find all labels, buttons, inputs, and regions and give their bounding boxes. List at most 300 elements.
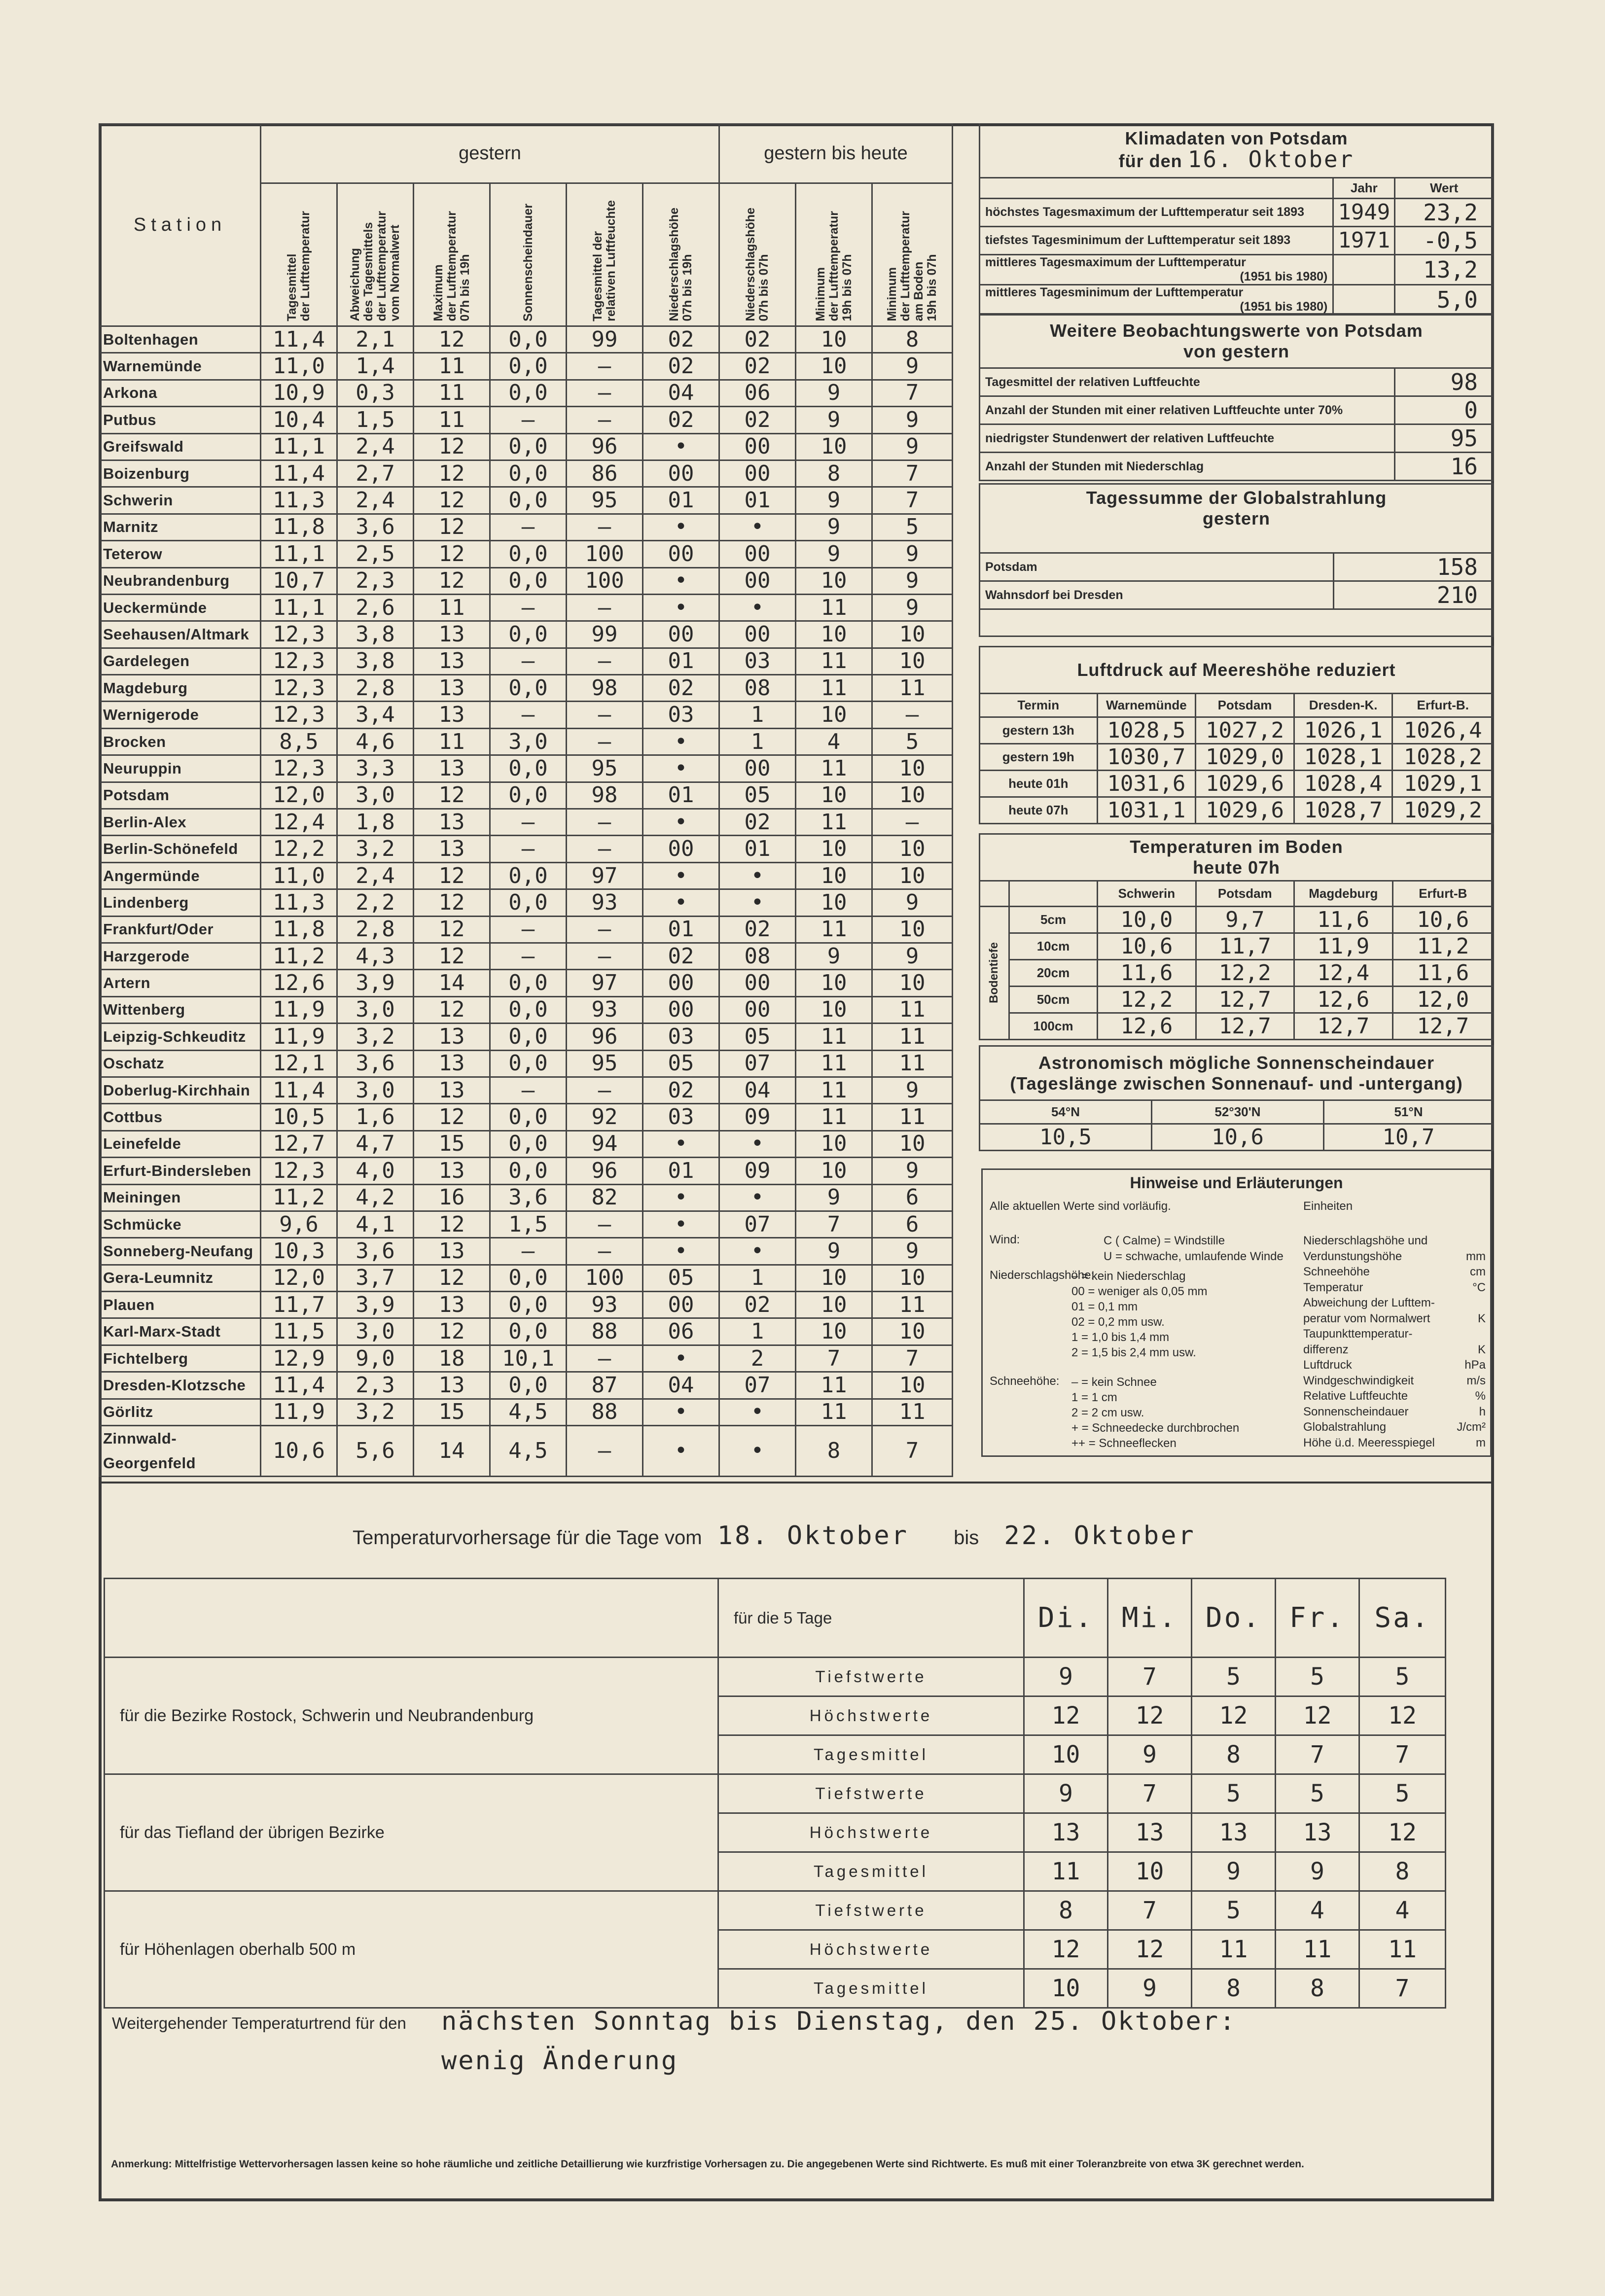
station-value: 3,6 <box>337 1238 414 1265</box>
unit-row <box>1303 1280 1486 1296</box>
station-value: 10 <box>872 648 953 674</box>
station-row <box>100 702 953 728</box>
station-value: 15 <box>414 1130 490 1157</box>
station-value: 12,0 <box>261 782 337 809</box>
station-value: 11 <box>796 675 872 702</box>
forecast-row <box>105 1658 1446 1696</box>
station-value: • <box>643 1184 719 1211</box>
forecast-row <box>105 1891 1446 1930</box>
station-value: 0,0 <box>490 1104 567 1130</box>
station-value: 02 <box>643 943 719 969</box>
station-value: – <box>490 916 567 943</box>
klima-date: 16. Oktober <box>1187 146 1355 173</box>
luftdruck-value: 1026,4 <box>1392 717 1494 744</box>
boden-header: Potsdam <box>1196 881 1294 907</box>
station-row <box>100 916 953 943</box>
station-row <box>100 755 953 782</box>
forecast-value: 9 <box>1108 1969 1192 2008</box>
boden-value: 12,6 <box>1294 987 1392 1013</box>
klima-label <box>980 226 1333 254</box>
unit-name: peratur vom Normalwert <box>1303 1311 1430 1325</box>
station-value: 10 <box>796 567 872 594</box>
forecast-value: 10 <box>1024 1969 1108 2008</box>
station-value: 8 <box>796 1426 872 1477</box>
station-value: 7 <box>872 460 953 487</box>
station-value: 11,9 <box>261 1024 337 1050</box>
station-value: 12,4 <box>261 809 337 836</box>
forecast-kind: Höchstwerte <box>718 1813 1024 1852</box>
station-row <box>100 621 953 648</box>
forecast-value: 4 <box>1276 1891 1359 1930</box>
forecast-value: 11 <box>1359 1930 1446 1969</box>
station-value: 3,8 <box>337 648 414 674</box>
station-value: 10,1 <box>490 1345 567 1372</box>
station-value: 2,8 <box>337 675 414 702</box>
station-row <box>100 514 953 540</box>
station-value: 10 <box>796 970 872 996</box>
station-name: Putbus <box>100 407 261 433</box>
klima-jahr <box>1333 284 1395 315</box>
station-value: 12 <box>414 487 490 514</box>
global-wert: 158 <box>1333 553 1493 581</box>
station-name: Brocken <box>100 728 261 755</box>
station-value: 0,0 <box>490 326 567 353</box>
station-value: 11,0 <box>261 862 337 889</box>
station-value: 11 <box>796 1050 872 1077</box>
weitere-label: Tagesmittel der relativen Luftfeuchte <box>980 368 1395 396</box>
group-header-gestern: gestern <box>261 124 719 183</box>
station-value: 10,3 <box>261 1238 337 1265</box>
station-value: 0,0 <box>490 433 567 460</box>
station-value: 3,8 <box>337 621 414 648</box>
luftdruck-row <box>980 717 1494 744</box>
station-value: 11,7 <box>261 1292 337 1318</box>
global-row <box>980 553 1494 581</box>
sonne-header: 52°30'N <box>1151 1100 1323 1124</box>
unit-symbol: m <box>1476 1436 1486 1449</box>
station-value: 11,1 <box>261 433 337 460</box>
station-value: 10 <box>796 996 872 1023</box>
klima-row <box>980 226 1494 254</box>
forecast-value: 12 <box>1276 1696 1359 1735</box>
station-value: 11 <box>414 728 490 755</box>
station-value: 12 <box>414 567 490 594</box>
station-name: Berlin-Alex <box>100 809 261 836</box>
station-value: 9 <box>796 541 872 567</box>
station-value: 1 <box>719 1265 796 1291</box>
station-value: – <box>490 648 567 674</box>
station-value: 10,4 <box>261 407 337 433</box>
station-value: 2 <box>719 1345 796 1372</box>
station-value: 9 <box>872 541 953 567</box>
station-value: 0,0 <box>490 782 567 809</box>
station-value: 2,4 <box>337 487 414 514</box>
station-row <box>100 728 953 755</box>
station-value: 13 <box>414 621 490 648</box>
forecast-value: 9 <box>1108 1735 1192 1774</box>
station-value: 13 <box>414 1238 490 1265</box>
weitere-title: Weitere Beobachtungswerte von Potsdam <box>1050 320 1423 341</box>
forecast-region: für die Bezirke Rostock, Schwerin und Neubrandenburg <box>105 1658 718 1774</box>
station-value: 10 <box>796 1318 872 1345</box>
boden-value: 10,6 <box>1392 907 1493 933</box>
station-value: 11 <box>414 353 490 380</box>
forecast-value: 5 <box>1192 1774 1276 1813</box>
station-value: 08 <box>719 943 796 969</box>
station-value: 9 <box>796 487 872 514</box>
station-value: 00 <box>643 621 719 648</box>
schnee-line: 2 = 2 cm usw. <box>1071 1406 1144 1419</box>
unit-row <box>1303 1342 1486 1358</box>
klima-label-text: höchstes Tagesmaximum der Lufttemperatur seit 1893 <box>985 205 1304 219</box>
station-value: 5 <box>872 514 953 540</box>
station-value: 10 <box>872 836 953 862</box>
forecast-value: 4 <box>1359 1891 1446 1930</box>
station-value: 0,0 <box>490 755 567 782</box>
station-value: 11,8 <box>261 514 337 540</box>
weitere-label: Anzahl der Stunden mit Niederschlag <box>980 453 1395 481</box>
forecast-value: 8 <box>1192 1969 1276 2008</box>
station-value: 1,5 <box>490 1211 567 1237</box>
forecast-value: 9 <box>1024 1774 1108 1813</box>
station-value: 3,9 <box>337 970 414 996</box>
station-name: Seehausen/Altmark <box>100 621 261 648</box>
niederschlag-line: 1 = 1,0 bis 1,4 mm <box>1071 1331 1170 1344</box>
unit-symbol: hPa <box>1464 1358 1486 1372</box>
station-value: 86 <box>567 460 643 487</box>
station-value: 10 <box>872 1130 953 1157</box>
unit-name: differenz <box>1303 1342 1349 1356</box>
luftdruck-value: 1029,6 <box>1196 771 1294 797</box>
station-value: 0,3 <box>337 380 414 406</box>
station-value: 7 <box>872 380 953 406</box>
station-value: – <box>567 836 643 862</box>
station-value: • <box>643 728 719 755</box>
station-value: 2,4 <box>337 862 414 889</box>
unit-symbol: h <box>1479 1405 1486 1418</box>
station-table <box>99 123 953 1477</box>
station-value: 9 <box>872 1238 953 1265</box>
niederschlag-line: 2 = 1,5 bis 2,4 mm usw. <box>1071 1346 1196 1359</box>
station-value: – <box>567 1077 643 1103</box>
station-value: 2,2 <box>337 889 414 916</box>
global-wert: 210 <box>1333 581 1493 609</box>
station-value: 0,0 <box>490 487 567 514</box>
unit-name: Schneehöhe <box>1303 1265 1370 1278</box>
luftdruck-row <box>980 771 1494 797</box>
station-value: 2,1 <box>337 326 414 353</box>
station-value: 3,0 <box>337 996 414 1023</box>
station-value: 3,6 <box>490 1184 567 1211</box>
forecast-value: 5 <box>1359 1658 1446 1696</box>
station-row <box>100 889 953 916</box>
boden-depth: 5cm <box>1009 907 1097 933</box>
station-value: 12 <box>414 326 490 353</box>
station-value: 95 <box>567 487 643 514</box>
forecast-day: Di. <box>1024 1579 1108 1658</box>
station-row <box>100 862 953 889</box>
station-row <box>100 1050 953 1077</box>
station-value: 11 <box>796 916 872 943</box>
station-value: 06 <box>643 1318 719 1345</box>
station-name: Karl-Marx-Stadt <box>100 1318 261 1345</box>
station-value: 12 <box>414 916 490 943</box>
unit-symbol: cm <box>1470 1265 1486 1278</box>
station-value: 11 <box>796 648 872 674</box>
global-label: Wahnsdorf bei Dresden <box>980 581 1334 609</box>
station-value: 11,4 <box>261 1372 337 1399</box>
station-value: 95 <box>567 1050 643 1077</box>
klima-jahr: 1949 <box>1333 198 1395 226</box>
station-value: 12,3 <box>261 1158 337 1184</box>
station-value: – <box>490 809 567 836</box>
luftdruck-value: 1026,1 <box>1294 717 1392 744</box>
station-value: 10,9 <box>261 380 337 406</box>
boden-value: 12,6 <box>1098 1013 1196 1040</box>
forecast-value: 12 <box>1359 1696 1446 1735</box>
station-value: 00 <box>643 970 719 996</box>
station-value: 9 <box>872 1158 953 1184</box>
station-value: • <box>719 1130 796 1157</box>
luftdruck-value: 1028,2 <box>1392 744 1494 771</box>
station-value: 11,3 <box>261 889 337 916</box>
forecast-days-label: für die 5 Tage <box>718 1579 1024 1658</box>
forecast-value: 9 <box>1024 1658 1108 1696</box>
station-value: 10 <box>796 1265 872 1291</box>
unit-symbol: % <box>1475 1389 1486 1403</box>
boden-header: Magdeburg <box>1294 881 1392 907</box>
station-value: 00 <box>719 755 796 782</box>
station-value: 10 <box>872 1265 953 1291</box>
station-value: 13 <box>414 1372 490 1399</box>
trend-line2: wenig Änderung <box>441 2046 678 2076</box>
station-value: 07 <box>719 1050 796 1077</box>
station-value: 02 <box>643 1077 719 1103</box>
station-value: 12 <box>414 862 490 889</box>
station-value: 00 <box>719 970 796 996</box>
station-value: 00 <box>643 1292 719 1318</box>
sonne-header: 54°N <box>980 1100 1152 1124</box>
station-value: 12 <box>414 996 490 1023</box>
weitere-wert: 0 <box>1395 396 1494 424</box>
station-name: Zinnwald-Georgenfeld <box>100 1426 261 1477</box>
station-row <box>100 594 953 621</box>
station-row <box>100 567 953 594</box>
forecast-value: 7 <box>1108 1774 1192 1813</box>
station-value: – <box>567 702 643 728</box>
station-value: • <box>719 594 796 621</box>
station-value: 4,1 <box>337 1211 414 1237</box>
station-value: – <box>567 1238 643 1265</box>
boden-row <box>980 907 1494 933</box>
boden-depth: 100cm <box>1009 1013 1097 1040</box>
station-value: 3,3 <box>337 755 414 782</box>
station-value: 4,2 <box>337 1184 414 1211</box>
station-value: – <box>490 702 567 728</box>
station-name: Erfurt-Bindersleben <box>100 1158 261 1184</box>
station-value: 11 <box>796 1399 872 1425</box>
forecast-value: 13 <box>1108 1813 1192 1852</box>
station-value: 9 <box>796 1184 872 1211</box>
klima-col-wert: Wert <box>1395 177 1494 198</box>
station-value: 06 <box>719 380 796 406</box>
forecast-from: 18. Oktober <box>717 1521 909 1551</box>
station-value: 09 <box>719 1104 796 1130</box>
station-value: 88 <box>567 1318 643 1345</box>
station-value: 8,5 <box>261 728 337 755</box>
station-value: • <box>643 1399 719 1425</box>
forecast-region: für Höhenlagen oberhalb 500 m <box>105 1891 718 2008</box>
station-value: • <box>719 514 796 540</box>
luftdruck-value: 1029,2 <box>1392 797 1494 824</box>
station-name: Potsdam <box>100 782 261 809</box>
boden-row <box>980 987 1494 1013</box>
station-name: Frankfurt/Oder <box>100 916 261 943</box>
column-header-label: Minimum der Lufttemperatur 19h bis 07h <box>813 211 854 321</box>
station-row <box>100 1238 953 1265</box>
schnee-line: 1 = 1 cm <box>1071 1391 1117 1404</box>
station-value: 9 <box>872 594 953 621</box>
forecast-to: 22. Oktober <box>1004 1521 1196 1551</box>
klima-panel <box>979 123 1494 316</box>
unit-symbol: m/s <box>1466 1374 1486 1387</box>
station-value: 04 <box>643 1372 719 1399</box>
station-value: 5 <box>872 728 953 755</box>
klima-jahr <box>1333 254 1395 284</box>
station-value: 10 <box>796 433 872 460</box>
forecast-day: Sa. <box>1359 1579 1446 1658</box>
luftdruck-value: 1029,0 <box>1196 744 1294 771</box>
station-value: 01 <box>643 1158 719 1184</box>
station-value: • <box>719 1426 796 1477</box>
station-value: 11,2 <box>261 943 337 969</box>
station-value: • <box>643 1426 719 1477</box>
boden-panel <box>979 833 1494 1040</box>
weitere-subtitle: von gestern <box>1183 341 1290 361</box>
forecast-value: 13 <box>1192 1813 1276 1852</box>
station-value: 13 <box>414 836 490 862</box>
wind-label: Wind: <box>990 1233 1020 1246</box>
station-value: 93 <box>567 996 643 1023</box>
station-value: 3,4 <box>337 702 414 728</box>
station-value: – <box>490 514 567 540</box>
station-value: 11 <box>796 809 872 836</box>
station-value: 11,1 <box>261 541 337 567</box>
station-value: 02 <box>643 326 719 353</box>
niederschlag-legend <box>1071 1269 1207 1360</box>
boden-header: Erfurt-B <box>1392 881 1493 907</box>
klima-row <box>980 284 1494 315</box>
station-value: – <box>567 648 643 674</box>
station-value: 11,0 <box>261 353 337 380</box>
unit-row <box>1303 1435 1486 1451</box>
column-header <box>490 183 567 326</box>
station-value: 11 <box>796 1077 872 1103</box>
station-value: 11 <box>872 1104 953 1130</box>
station-name: Berlin-Schönefeld <box>100 836 261 862</box>
station-value: 4,5 <box>490 1399 567 1425</box>
station-value: 8 <box>872 326 953 353</box>
station-value: 11 <box>796 594 872 621</box>
station-value: 12 <box>414 1318 490 1345</box>
station-value: 3,0 <box>337 1318 414 1345</box>
forecast-kind: Tiefstwerte <box>718 1658 1024 1696</box>
station-value: 93 <box>567 1292 643 1318</box>
station-value: 1,4 <box>337 353 414 380</box>
boden-value: 11,2 <box>1392 933 1493 960</box>
forecast-bis: bis <box>954 1527 979 1549</box>
station-value: 100 <box>567 1265 643 1291</box>
station-value: 2,4 <box>337 433 414 460</box>
station-value: 11,4 <box>261 460 337 487</box>
station-value: 2,3 <box>337 1372 414 1399</box>
station-value: 10 <box>796 1292 872 1318</box>
column-header <box>567 183 643 326</box>
station-name: Leinefelde <box>100 1130 261 1157</box>
station-value: 93 <box>567 889 643 916</box>
station-value: 7 <box>872 1345 953 1372</box>
klima-col-jahr: Jahr <box>1333 177 1395 198</box>
station-row <box>100 407 953 433</box>
forecast-title <box>353 1521 1196 1551</box>
station-value: 100 <box>567 567 643 594</box>
boden-corner <box>1009 881 1097 907</box>
station-value: 10 <box>796 782 872 809</box>
station-value: 92 <box>567 1104 643 1130</box>
station-value: 10 <box>796 1158 872 1184</box>
luftdruck-termin: gestern 19h <box>980 744 1098 771</box>
station-value: 04 <box>643 380 719 406</box>
niederschlag-line: 01 = 0,1 mm <box>1071 1300 1138 1313</box>
luftdruck-header: Potsdam <box>1196 694 1294 717</box>
station-name: Fichtelberg <box>100 1345 261 1372</box>
klima-label <box>980 198 1333 226</box>
forecast-value: 5 <box>1192 1891 1276 1930</box>
luftdruck-termin: heute 07h <box>980 797 1098 824</box>
station-value: – <box>567 353 643 380</box>
forecast-value: 5 <box>1276 1658 1359 1696</box>
station-value: 11,8 <box>261 916 337 943</box>
station-name: Cottbus <box>100 1104 261 1130</box>
forecast-value: 7 <box>1276 1735 1359 1774</box>
station-value: 02 <box>719 407 796 433</box>
station-value: 16 <box>414 1184 490 1211</box>
station-value: 10,5 <box>261 1104 337 1130</box>
station-value: – <box>872 809 953 836</box>
unit-row <box>1303 1357 1486 1373</box>
station-value: – <box>567 514 643 540</box>
sonne-value: 10,6 <box>1151 1124 1323 1151</box>
station-value: 0,0 <box>490 675 567 702</box>
station-value: 0,0 <box>490 621 567 648</box>
weitere-wert: 16 <box>1395 453 1494 481</box>
station-value: 01 <box>719 487 796 514</box>
unit-symbol: K <box>1477 1311 1486 1325</box>
station-value: 3,2 <box>337 1024 414 1050</box>
forecast-value: 11 <box>1192 1930 1276 1969</box>
forecast-region: für das Tiefland der übrigen Bezirke <box>105 1774 718 1891</box>
luftdruck-header: Erfurt-B. <box>1392 694 1494 717</box>
station-value: 12,2 <box>261 836 337 862</box>
station-value: 4,5 <box>490 1426 567 1477</box>
trend-line1: nächsten Sonntag bis Dienstag, den 25. Oktober: <box>441 2007 1237 2036</box>
station-value: 0,0 <box>490 460 567 487</box>
station-value: 4 <box>796 728 872 755</box>
station-row <box>100 1399 953 1425</box>
station-value: 01 <box>643 782 719 809</box>
station-value: 2,7 <box>337 460 414 487</box>
station-value: 11,5 <box>261 1318 337 1345</box>
